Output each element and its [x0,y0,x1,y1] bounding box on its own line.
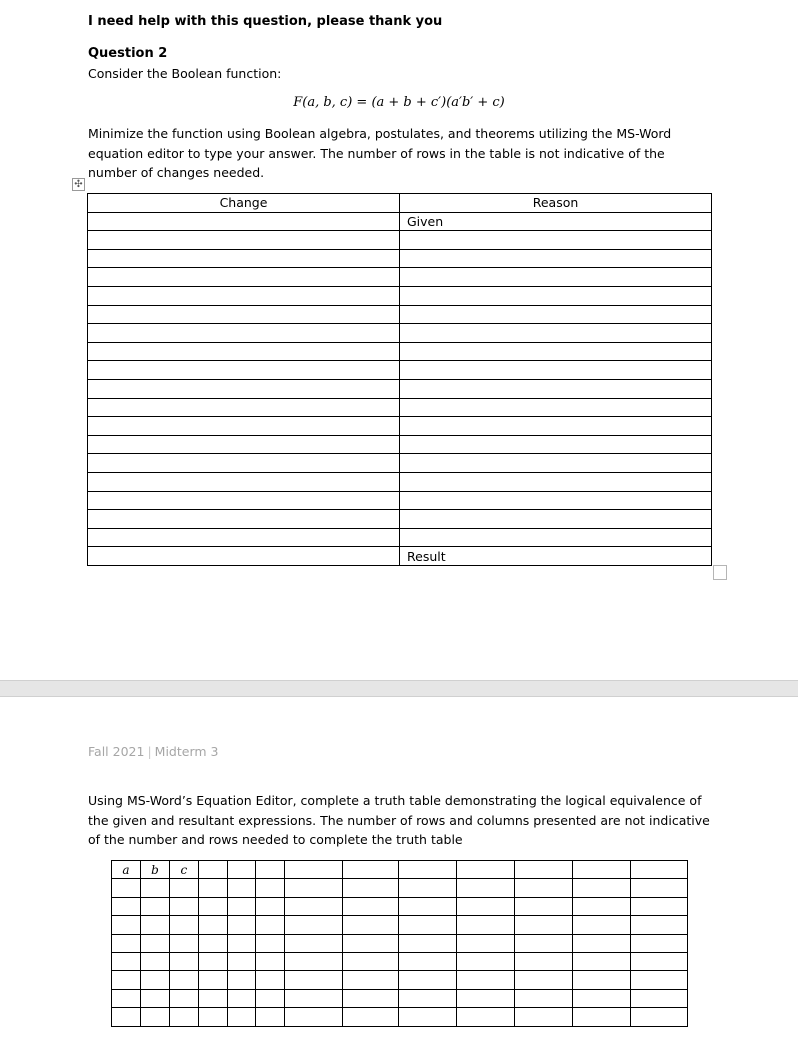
truth-table-cell[interactable] [140,879,169,897]
truth-table-cell[interactable] [255,916,284,934]
change-cell[interactable] [88,417,400,436]
reason-cell[interactable] [400,361,712,380]
truth-table-cell[interactable] [573,916,631,934]
truth-table-cell[interactable] [284,1008,342,1026]
truth-table-cell[interactable] [255,934,284,952]
truth-table-cell[interactable] [342,952,399,970]
truth-table-header-cell[interactable] [342,861,399,879]
truth-table-cell[interactable] [140,934,169,952]
truth-table-cell[interactable] [284,989,342,1007]
truth-table-cell[interactable] [399,971,457,989]
truth-table-cell[interactable] [112,879,141,897]
truth-table-cell[interactable] [198,916,227,934]
truth-table-cell[interactable] [399,952,457,970]
truth-table-cell[interactable] [342,934,399,952]
truth-table-row [112,897,688,915]
change-cell[interactable] [88,528,400,547]
reason-cell[interactable] [400,454,712,473]
change-cell[interactable] [88,491,400,510]
truth-table-cell[interactable] [169,897,198,915]
truth-table-cell[interactable] [573,971,631,989]
truth-table-row [112,1008,688,1026]
change-cell[interactable] [88,305,400,324]
truth-table-cell[interactable] [573,1008,631,1026]
truth-table-cell[interactable] [399,879,457,897]
truth-table-cell[interactable] [198,971,227,989]
truth-table-cell[interactable] [227,897,255,915]
truth-table-cell[interactable] [631,916,688,934]
reason-cell[interactable] [400,510,712,529]
reason-cell[interactable] [400,528,712,547]
truth-table-cell[interactable] [112,934,141,952]
truth-table-cell[interactable] [112,916,141,934]
truth-table-cell[interactable] [198,989,227,1007]
truth-table-cell[interactable] [342,1008,399,1026]
change-reason-table [87,193,712,566]
reason-column-header: Reason [400,194,712,213]
change-table-body [88,212,712,565]
reason-cell[interactable] [400,398,712,417]
change-table-row [88,342,712,361]
truth-table-cell[interactable] [169,952,198,970]
change-table-row [88,398,712,417]
truth-table-cell[interactable] [284,952,342,970]
reason-cell[interactable] [400,268,712,287]
change-table-row [88,212,712,231]
truth-table-header-cell[interactable]: b [140,861,169,879]
truth-table-cell[interactable] [140,989,169,1007]
truth-table-cell[interactable] [515,971,573,989]
truth-table-cell[interactable] [140,952,169,970]
truth-table-cell[interactable] [112,897,141,915]
truth-table-header-cell[interactable] [284,861,342,879]
truth-table-header-cell[interactable] [227,861,255,879]
post-title: I need help with this question, please thank you [88,14,443,29]
truth-table-cell[interactable] [457,897,515,915]
truth-table-cell[interactable] [169,989,198,1007]
reason-cell[interactable]: Given [400,212,712,231]
reason-cell[interactable] [400,491,712,510]
truth-table-cell[interactable] [198,897,227,915]
change-table-row [88,417,712,436]
change-cell[interactable] [88,472,400,491]
truth-table-cell[interactable] [399,934,457,952]
change-table-row [88,547,712,566]
truth-table-cell[interactable] [399,897,457,915]
truth-table-cell[interactable] [255,971,284,989]
truth-table-cell[interactable] [169,916,198,934]
truth-table-cell[interactable] [342,989,399,1007]
footer-term: Fall 2021 [88,744,145,759]
truth-table-cell[interactable] [515,879,573,897]
change-cell[interactable] [88,510,400,529]
truth-table-cell[interactable] [515,1008,573,1026]
reason-cell[interactable] [400,342,712,361]
truth-table-cell[interactable] [227,1008,255,1026]
change-cell[interactable] [88,547,400,566]
truth-table-instructions: Using MS-Word’s Equation Editor, complete a truth table demonstrating the logical equivalence of the given and resultant expressions. The number of rows and columns presented are not indicative of the number and rows needed to complete the truth table [88,793,710,847]
truth-table-cell[interactable] [399,916,457,934]
truth-table-cell[interactable] [631,897,688,915]
truth-table-cell[interactable] [573,879,631,897]
truth-table-cell[interactable] [457,989,515,1007]
instructions-text: Minimize the function using Boolean algebra, postulates, and theorems utilizing the MS-Word equation editor to type your answer. The number of rows in the table is not indicative of the number of changes needed. [88,126,672,180]
truth-table-cell[interactable] [169,934,198,952]
truth-table-cell[interactable] [399,989,457,1007]
truth-table-cell[interactable] [631,952,688,970]
reason-cell[interactable] [400,286,712,305]
truth-table-header-cell[interactable] [457,861,515,879]
truth-table-cell[interactable] [255,952,284,970]
truth-table-body [112,861,688,1027]
truth-table-cell[interactable] [112,989,141,1007]
truth-table-header-cell[interactable] [399,861,457,879]
truth-table [111,860,688,1027]
truth-table-cell[interactable] [169,1008,198,1026]
truth-table-cell[interactable] [198,934,227,952]
truth-table-cell[interactable] [227,952,255,970]
change-cell[interactable] [88,398,400,417]
change-table-row [88,379,712,398]
truth-table-cell[interactable] [515,952,573,970]
change-cell[interactable] [88,342,400,361]
truth-table-cell[interactable] [631,1008,688,1026]
change-cell[interactable] [88,249,400,268]
truth-table-cell[interactable] [342,879,399,897]
truth-table-cell[interactable] [140,916,169,934]
truth-table-cell[interactable] [255,897,284,915]
page-footer [88,744,218,759]
footer-separator: | [147,744,152,759]
change-table-row [88,268,712,287]
page-break-gap [0,680,798,697]
reason-cell[interactable] [400,305,712,324]
truth-table-cell[interactable] [284,879,342,897]
truth-table-cell[interactable] [457,952,515,970]
truth-table-cell[interactable] [631,989,688,1007]
truth-table-cell[interactable] [140,1008,169,1026]
truth-table-cell[interactable] [227,934,255,952]
truth-table-header-cell[interactable]: a [112,861,141,879]
change-table-row [88,305,712,324]
truth-table-cell[interactable] [284,897,342,915]
truth-table-cell[interactable] [140,897,169,915]
reason-cell[interactable]: Result [400,547,712,566]
truth-table-cell[interactable] [169,879,198,897]
truth-table-cell[interactable] [198,1008,227,1026]
change-table-row [88,231,712,250]
change-cell[interactable] [88,286,400,305]
change-cell[interactable] [88,435,400,454]
truth-table-row [112,989,688,1007]
change-column-header: Change [88,194,400,213]
change-cell[interactable] [88,268,400,287]
truth-table-cell[interactable] [457,971,515,989]
truth-table-cell[interactable] [631,879,688,897]
truth-table-header-cell[interactable] [515,861,573,879]
truth-table-cell[interactable] [198,879,227,897]
truth-table-cell[interactable] [227,916,255,934]
truth-table-cell[interactable] [457,916,515,934]
truth-table-cell[interactable] [227,989,255,1007]
truth-table-cell[interactable] [342,916,399,934]
truth-table-cell[interactable] [399,1008,457,1026]
truth-table-cell[interactable] [255,879,284,897]
truth-table-cell[interactable] [198,952,227,970]
change-table-row [88,472,712,491]
truth-table-cell[interactable] [515,916,573,934]
reason-cell[interactable] [400,231,712,250]
reason-cell[interactable] [400,417,712,436]
truth-table-row [112,952,688,970]
truth-table-row [112,916,688,934]
change-table-row [88,491,712,510]
question-heading: Question 2 [88,46,168,61]
change-table-row [88,435,712,454]
truth-table-cell[interactable] [255,1008,284,1026]
truth-table-cell[interactable] [284,934,342,952]
truth-table-cell[interactable] [573,952,631,970]
truth-table-cell[interactable] [515,989,573,1007]
truth-table-cell[interactable] [515,897,573,915]
change-table-row [88,528,712,547]
footer-exam: Midterm 3 [154,744,219,759]
truth-table-cell[interactable] [573,989,631,1007]
change-table-row [88,249,712,268]
truth-table-row [112,879,688,897]
change-table-row [88,324,712,343]
truth-table-row [112,934,688,952]
truth-table-cell[interactable] [457,934,515,952]
truth-table-cell[interactable] [342,897,399,915]
truth-table-cell[interactable] [255,989,284,1007]
reason-cell[interactable] [400,435,712,454]
truth-table-header-cell[interactable] [255,861,284,879]
truth-table-cell[interactable] [140,971,169,989]
change-table-row [88,454,712,473]
truth-table-header-cell[interactable] [631,861,688,879]
truth-table-row [112,971,688,989]
table-move-handle-icon[interactable]: ✣ [72,178,85,191]
boolean-formula: F(a, b, c) = (a + b + c′)(a′b′ + c) [293,95,505,110]
truth-table-cell[interactable] [112,1008,141,1026]
truth-table-cell[interactable] [573,897,631,915]
truth-table-cell[interactable] [631,971,688,989]
truth-table-cell[interactable] [342,971,399,989]
change-cell[interactable] [88,379,400,398]
truth-table-header-cell[interactable]: c [169,861,198,879]
truth-table-cell[interactable] [457,1008,515,1026]
truth-table-header-cell[interactable] [198,861,227,879]
truth-table-cell[interactable] [284,916,342,934]
reason-cell[interactable] [400,472,712,491]
truth-table-cell[interactable] [112,971,141,989]
truth-table-cell[interactable] [112,952,141,970]
change-table-row [88,510,712,529]
change-table-row [88,286,712,305]
truth-table-cell[interactable] [227,879,255,897]
reason-cell[interactable] [400,249,712,268]
change-cell[interactable] [88,212,400,231]
change-cell[interactable] [88,454,400,473]
change-cell[interactable] [88,361,400,380]
change-cell[interactable] [88,324,400,343]
truth-table-cell[interactable] [457,879,515,897]
truth-table-cell[interactable] [284,971,342,989]
truth-table-cell[interactable] [631,934,688,952]
truth-table-cell[interactable] [227,971,255,989]
intro-text: Consider the Boolean function: [88,66,282,81]
change-cell[interactable] [88,231,400,250]
truth-table-header-cell[interactable] [573,861,631,879]
truth-table-cell[interactable] [515,934,573,952]
truth-table-cell[interactable] [169,971,198,989]
reason-cell[interactable] [400,324,712,343]
truth-table-cell[interactable] [573,934,631,952]
truth-table-header-row [112,861,688,879]
reason-cell[interactable] [400,379,712,398]
table-resize-handle[interactable] [713,565,727,580]
change-table-row [88,361,712,380]
